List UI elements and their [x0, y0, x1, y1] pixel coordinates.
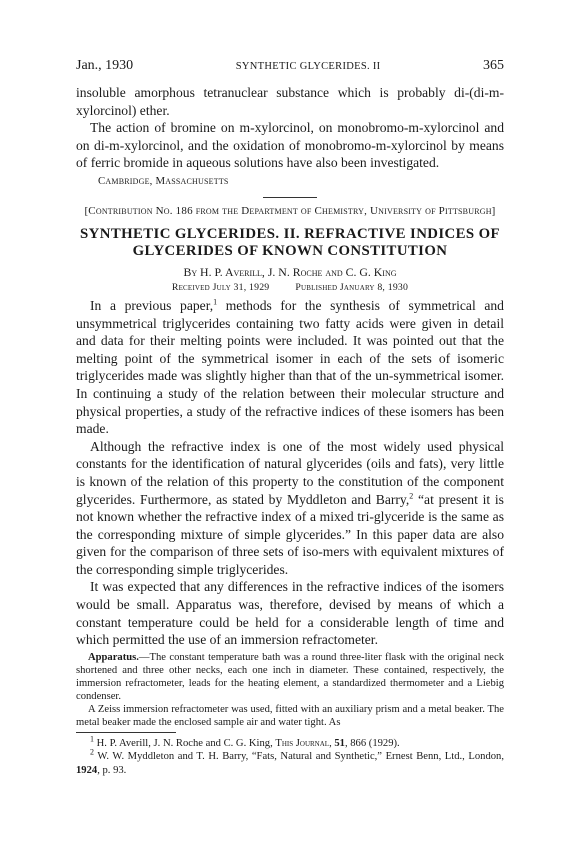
body-paragraph-2	[76, 438, 504, 579]
footnote-1-volume: 51	[334, 737, 345, 749]
intro-paragraph-1: insoluble amorphous tetranuclear substance which is probably di-(di-m-xylorcinol) ether.	[76, 85, 504, 118]
header-running-title: SYNTHETIC GLYCERIDES. II	[235, 61, 381, 72]
footnote-1-text-b: , 866 (1929).	[344, 737, 400, 749]
header-date: Jan., 1930	[76, 58, 134, 73]
footnote-2-text-b: , p. 93.	[97, 764, 127, 776]
contribution-line: [Contribution No. 186 from the Department of Chemistry, University of Pittsburgh]	[84, 204, 496, 217]
article-title: SYNTHETIC GLYCERIDES. II. REFRACTIVE INDICES OF GLYCERIDES OF KNOWN CONSTITUTION	[80, 225, 500, 259]
apparatus-paragraph-2: A Zeiss immersion refractometer was used, fitted with an auxiliary prism and a metal beaker. The metal beaker made the enclosed sample air and water tight. As	[76, 703, 504, 728]
footnote-1-number: 1	[90, 734, 94, 744]
body-paragraph-3: It was expected that any differences in the refractive indices of the isomers would be small. Apparatus was, therefore, devised by means of which a constant temperature could be held for a considerable length of time and which permitted the use of an immersion refractometer.	[76, 579, 504, 648]
intro-paragraph-2: The action of bromine on m-xylorcinol, on monobromo-m-xylorcinol and on di-m-xylorcinol, and the oxidation of monobromo-m-xylorcinol by means of ferric bromide in aqueous solutions have also been investigated.	[76, 120, 504, 171]
footnote-ref-2: 2	[409, 490, 414, 500]
authors-line: By H. P. Averill, J. N. Roche and C. G. King	[183, 264, 397, 279]
footnotes	[76, 734, 504, 777]
running-header	[76, 58, 504, 74]
apparatus-paragraph-1-text: —The constant temperature bath was a round three-liter flask with the original neck shortened and three other necks, each one inch in diameter. These contained, respectively, the immersion refractometer, leads for the heating element, a standardized thermometer and a Liebig condenser.	[76, 651, 504, 702]
footnote-1-sep: ,	[329, 737, 335, 749]
journal-page	[76, 58, 504, 777]
footnote-1	[76, 734, 504, 750]
body-paragraph-2-text-b: “at present it is not known whether the refractive index of a mixed tri-glyceride is the same as the corresponding mixture of simple glycerides.” In this paper data are also given for the comparison of three sets of iso-mers with equivalent mixtures of the corresponding simple triglycerides.	[76, 491, 504, 577]
apparatus-heading: Apparatus.	[88, 651, 139, 663]
published-date: Published January 8, 1930	[295, 281, 409, 293]
section-divider	[263, 197, 317, 198]
received-date: Received July 31, 1929	[171, 281, 270, 293]
apparatus-paragraph-1	[76, 651, 504, 703]
footnote-1-text-a: H. P. Averill, J. N. Roche and C. G. King,	[94, 737, 276, 749]
article-body	[76, 297, 504, 649]
dates-line	[76, 282, 504, 293]
apparatus-section	[76, 651, 504, 729]
footnote-2-year: 1924	[76, 764, 98, 776]
body-paragraph-2-text-a: Although the refractive index is one of the most widely used physical constants for the identification of natural glycerides (oils and fats), very little is known of the relation of this property to the constitution of the component glycerides. Furthermore, as stated by Myddleton and Barry,	[76, 438, 504, 507]
footnote-2-text-a: W. W. Myddleton and T. H. Barry, “Fats, Natural and Synthetic,” Ernest Benn, Ltd., London,	[94, 751, 504, 763]
footnote-2-number: 2	[90, 747, 94, 757]
body-paragraph-1	[76, 297, 504, 438]
footnote-ref-1: 1	[213, 297, 218, 307]
body-paragraph-1-text-a: In a previous paper,	[90, 297, 214, 313]
footnote-divider	[76, 732, 176, 733]
body-paragraph-1-text-b: methods for the synthesis of symmetrical and unsymmetrical triglycerides containing two fatty acids were given in detail and data for their melting points were included. It was pointed out that the melting point of the symmetrical isomer in each of the sets of isomeric triglycerides made was slightly higher than that of the un-symmetrical isomer. In continuing a study of the relation between their molecular structure and physical properties, a study of the refractive indices of these isomers has been made.	[76, 297, 504, 437]
previous-article-ending	[76, 84, 504, 172]
header-page-number: 365	[482, 58, 504, 73]
affiliation: Cambridge, Massachusetts	[98, 174, 229, 187]
footnote-2	[76, 747, 504, 777]
footnote-1-journal: This Journal	[275, 737, 330, 749]
